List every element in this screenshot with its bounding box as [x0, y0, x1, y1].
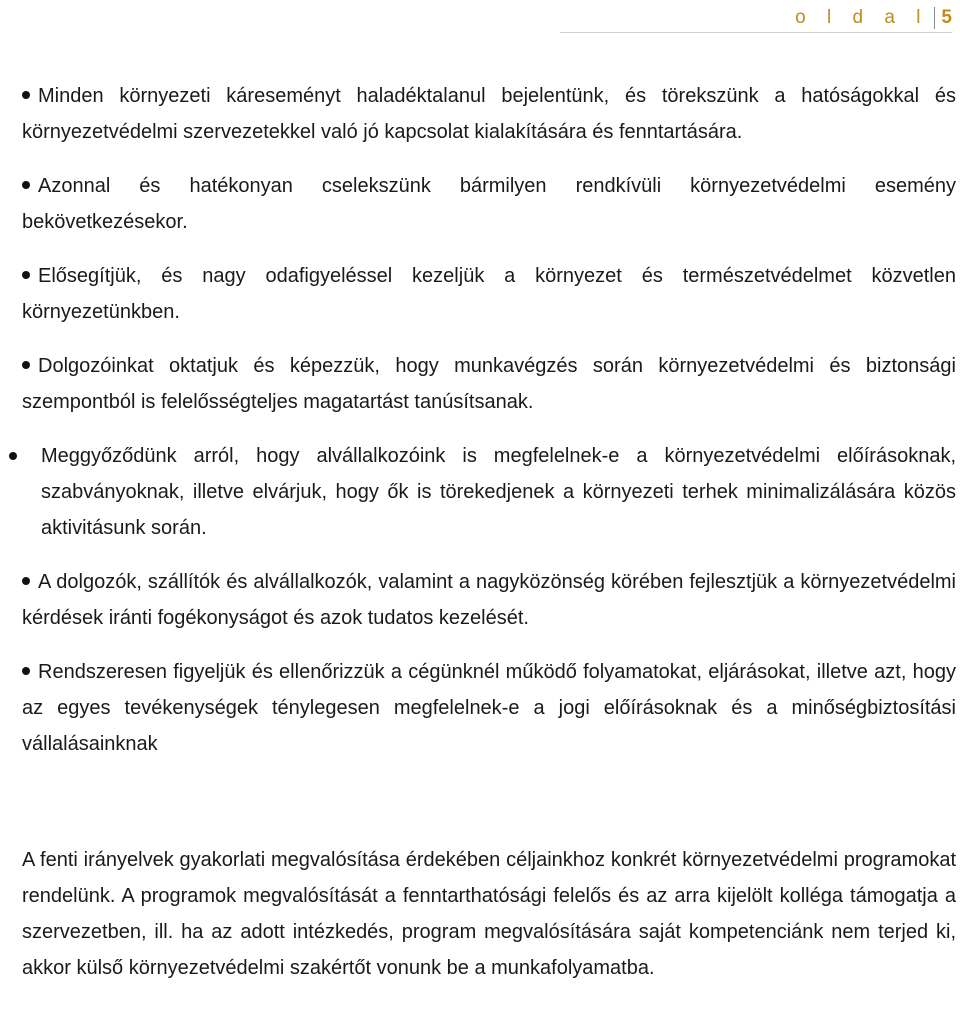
bullet-icon [22, 181, 30, 189]
bullet-item [22, 564, 956, 636]
bullet-text: Dolgozóinkat oktatjuk és képezzük, hogy munkavégzés során környezetvédelmi és biztonsági szempontból is felelősségteljes magatartást tanúsítsanak. [22, 355, 956, 413]
bullet-item [22, 348, 956, 420]
page-header [560, 4, 952, 33]
bullet-item [22, 78, 956, 150]
document-body [22, 78, 956, 986]
bullet-text: Rendszeresen figyeljük és ellenőrizzük a cégünknél működő folyamatokat, eljárásokat, illetve azt, hogy az egyes tevékenységek ténylegesen megfelelnek-e a jogi előírásoknak és a minőségbiztosítási vállalásainknak [22, 661, 956, 755]
bullet-text: Minden környezeti káreseményt haladéktalanul bejelentünk, és törekszünk a hatóságokkal és környezetvédelmi szervezetekkel való jó kapcsolat kialakítására és fenntartására. [22, 85, 956, 143]
bullet-icon [22, 577, 30, 585]
bullet-text: Meggyőződünk arról, hogy alvállalkozóink is megfelelnek-e a környezetvédelmi előírásoknak, szabványoknak, illetve elvárjuk, hogy ők is törekedjenek a környezeti terhek minimalizálására közös aktivitásunk során. [41, 445, 956, 539]
bullet-text: Elősegítjük, és nagy odafigyeléssel kezeljük a környezet és természetvédelmet közvetlen környezetünkben. [22, 265, 956, 323]
bullet-item [22, 168, 956, 240]
bullet-icon [22, 91, 30, 99]
bullet-item [22, 258, 956, 330]
page-label: o l d a l [795, 7, 929, 28]
bullet-text: A dolgozók, szállítók és alvállalkozók, valamint a nagyközönség körében fejlesztjük a környezetvédelmi kérdések iránti fogékonyságot és azok tudatos kezelését. [22, 571, 956, 629]
section-spacer [22, 780, 956, 842]
bullet-item [22, 654, 956, 762]
header-separator [934, 7, 935, 29]
bullet-icon [22, 361, 30, 369]
bullet-icon [9, 452, 17, 460]
bullet-icon [22, 271, 30, 279]
bullet-item [22, 438, 956, 546]
closing-paragraph: A fenti irányelvek gyakorlati megvalósítása érdekében céljainkhoz konkrét környezetvédelmi programokat rendelünk. A programok megvalósítását a fenntarthatósági felelős és az arra kijelölt kolléga támogatja a szervezetben, ill. ha az adott intézkedés, program megvalósítására saját kompetenciánk nem terjed ki, akkor külső környezetvédelmi szakértőt vonunk be a munkafolyamatba. [22, 849, 956, 979]
page-number: 5 [941, 7, 952, 28]
bullet-icon [22, 667, 30, 675]
bullet-text: Azonnal és hatékonyan cselekszünk bármilyen rendkívüli környezetvédelmi esemény bekövetkezésekor. [22, 175, 956, 233]
